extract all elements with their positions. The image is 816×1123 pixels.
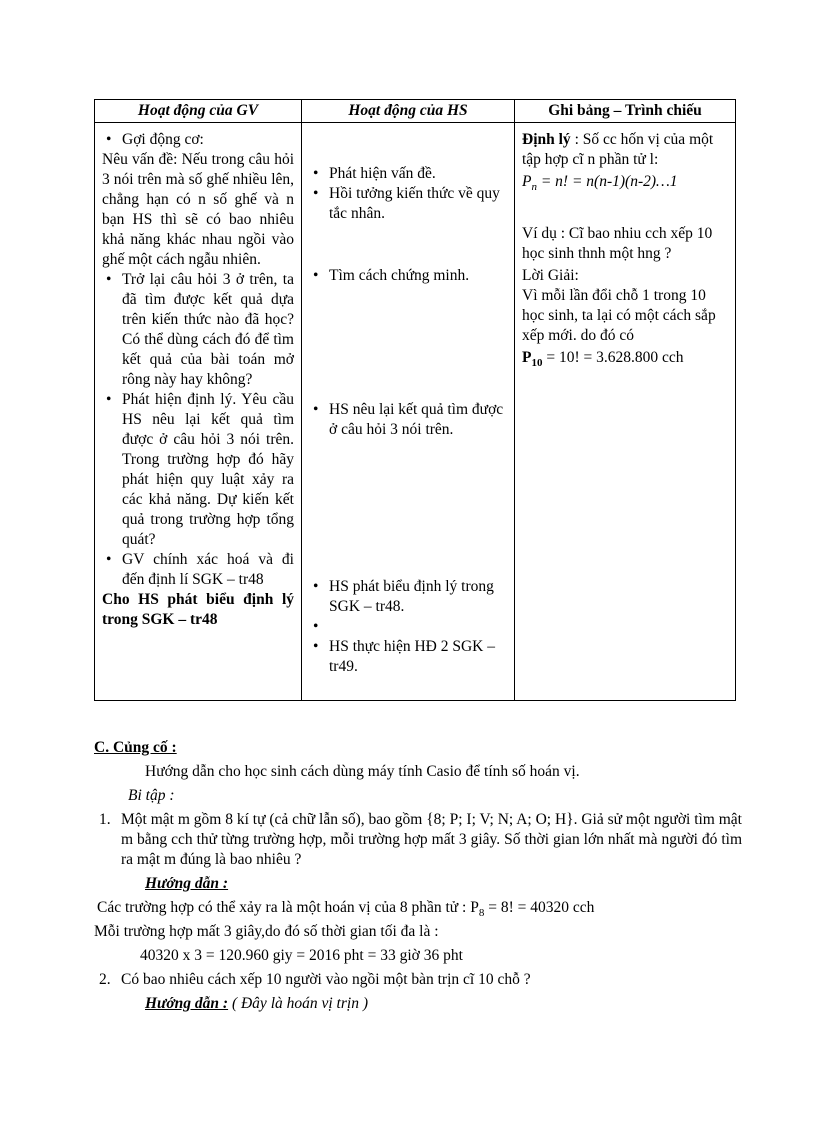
cung-co-section bbox=[94, 738, 742, 1014]
gv-item-goi-dong-co bbox=[102, 130, 294, 150]
gv-column-cell bbox=[95, 123, 302, 701]
gv-paragraph-cho-hs-phat-bieu: Cho HS phát biểu định lý trong SGK – tr48 bbox=[102, 591, 294, 628]
hs-item-hoi-tuong bbox=[309, 184, 507, 224]
exercise-2 bbox=[94, 970, 742, 990]
huong-dan-2-label: Hướng dẫn : bbox=[145, 995, 229, 1012]
bullet-icon: • bbox=[313, 578, 319, 595]
hd1-subscript: 8 bbox=[478, 907, 485, 920]
formula-body: = n! = n(n-1)(n-2)…1 bbox=[536, 173, 678, 190]
hs-item-phat-hien-van-de bbox=[309, 164, 507, 184]
exercise-2-number: 2. bbox=[99, 971, 111, 988]
hs-item-tim-cach-chung-minh-text: Tìm cách chứng minh. bbox=[329, 267, 470, 284]
result-symbol: P bbox=[522, 349, 532, 366]
hs-column-cell bbox=[302, 123, 515, 701]
board-dinh-ly bbox=[522, 130, 728, 170]
hs-item-neu-lai-ket-qua-text: HS nêu lại kết quả tìm được ở câu hỏi 3 nói trên. bbox=[329, 401, 504, 438]
hs-item-phat-bieu-dinh-ly bbox=[309, 577, 507, 617]
huong-dan-2-heading bbox=[94, 994, 742, 1014]
board-loi-giai: Lời Giải: bbox=[522, 267, 579, 284]
exercise-1-text: Một mật m gồm 8 kí tự (cả chữ lẫn số), bao gồm {8; P; I; V; N; A; O; H}. Giả sử một người tìm mật m bằng cch thử từng trường hợp, mỗi trường hợp mất 3 giây. Số thời gian lớn nhất mà người đó tìm ra mật m đúng là bao nhiêu ? bbox=[121, 811, 742, 868]
gv-item-goi-dong-co-text: Gợi động cơ: bbox=[122, 131, 204, 148]
gv-item-chinh-xac-hoa-text: GV chính xác hoá và đi đến định lí SGK – tr48 bbox=[122, 551, 294, 588]
lesson-activity-table bbox=[94, 99, 736, 701]
formula-subscript: n bbox=[531, 181, 537, 194]
table-body-row bbox=[95, 123, 736, 701]
board-column-cell bbox=[515, 123, 736, 701]
board-formula bbox=[522, 172, 728, 192]
huong-dan-2-text: ( Đây là hoán vị trịn ) bbox=[228, 995, 368, 1012]
header-hs: Hoạt động của HS bbox=[302, 100, 515, 123]
hd1-line1-text: Các trường hợp có thể xảy ra là một hoán vị của 8 phần tử : P bbox=[97, 899, 479, 916]
huong-dan-1-heading bbox=[94, 874, 742, 894]
gv-item-tro-lai-cau-hoi-text: Trở lại câu hỏi 3 ở trên, ta đã tìm được kết quả dựa trên kiến thức nào đã học? Có thể dùng cách đó để tìm kết quả của bài toán mở rông này hay không? bbox=[122, 271, 294, 388]
board-dinh-ly-text: : Số cc hốn vị của một tập hợp cĩ n phần tử l: bbox=[522, 131, 714, 168]
bullet-icon: • bbox=[313, 638, 319, 655]
gv-item-phat-hien-dinh-ly-text: Phát hiện định lý. Yêu cầu HS nêu lại kết quả tìm được ở câu hỏi 3 nói trên. Trong trường hợp đó hãy phát hiện quy luật xảy ra các khả năng. Dự kiến kết quả trong trường hợp tổng quát? bbox=[122, 391, 294, 548]
exercise-2-text: Có bao nhiêu cách xếp 10 người vào ngồi một bàn trịn cĩ 10 chỗ ? bbox=[121, 971, 531, 988]
hd1-line1-rest: = 8! = 40320 cch bbox=[484, 899, 595, 916]
gv-item-tro-lai-cau-hoi bbox=[102, 270, 294, 390]
bullet-icon: • bbox=[313, 267, 319, 284]
section-intro: Hướng dẫn cho học sinh cách dùng máy tính Casio để tính số hoán vị. bbox=[145, 763, 580, 780]
board-vi-du: Ví dụ : Cĩ bao nhiu cch xếp 10 học sinh thnh một hng ? bbox=[522, 225, 713, 262]
hs-item-tim-cach-chung-minh bbox=[309, 266, 507, 286]
bullet-icon: • bbox=[106, 131, 112, 148]
header-gv: Hoạt động của GV bbox=[95, 100, 302, 123]
gv-item-chinh-xac-hoa bbox=[102, 550, 294, 590]
bullet-icon: • bbox=[106, 391, 112, 408]
bullet-icon: • bbox=[313, 618, 319, 635]
bullet-icon: • bbox=[106, 271, 112, 288]
board-result bbox=[522, 348, 728, 368]
exercise-1 bbox=[94, 810, 742, 870]
table-header-row bbox=[95, 100, 736, 123]
huong-dan-1-line-3: 40320 x 3 = 120.960 giy = 2016 pht = 33 giờ 36 pht bbox=[140, 947, 463, 964]
bullet-icon: • bbox=[313, 401, 319, 418]
huong-dan-1-line-1 bbox=[94, 898, 742, 918]
hs-item-phat-hien-van-de-text: Phát hiện vấn đề. bbox=[329, 165, 436, 182]
hs-item-hoi-tuong-text: Hồi tưởng kiến thức về quy tắc nhân. bbox=[329, 185, 500, 222]
gv-paragraph-neu-van-de: Nêu vấn đề: Nếu trong câu hỏi 3 nói trên mà số ghế nhiều lên, chẳng hạn có n số ghế và n bạn HS thì sẽ có bao nhiêu khả năng khác nhau ngồi vào ghế một cách ngẫu nhiên. bbox=[102, 151, 294, 268]
header-board: Ghi bảng – Trình chiếu bbox=[515, 100, 736, 123]
board-dinh-ly-label: Định lý bbox=[522, 131, 571, 148]
bullet-icon: • bbox=[106, 551, 112, 568]
hs-item-thuc-hien-hd2 bbox=[309, 637, 507, 677]
hs-item-neu-lai-ket-qua bbox=[309, 400, 507, 440]
result-subscript: 10 bbox=[531, 357, 543, 370]
gv-item-phat-hien-dinh-ly bbox=[102, 390, 294, 550]
board-giai-text: Vì mỗi lần đổi chỗ 1 trong 10 học sinh, ta lại có một cách sắp xếp mới. do đó có bbox=[522, 287, 716, 344]
result-body: = 10! = 3.628.800 cch bbox=[542, 349, 684, 366]
bullet-icon: • bbox=[313, 185, 319, 202]
bi-tap-label: Bi tập : bbox=[128, 787, 175, 804]
hs-item-phat-bieu-dinh-ly-text: HS phát biểu định lý trong SGK – tr48. bbox=[329, 578, 494, 615]
huong-dan-1-label: Hướng dẫn : bbox=[145, 875, 229, 892]
huong-dan-1-line-2: Mỗi trường hợp mất 3 giây,do đó số thời gian tối đa là : bbox=[94, 923, 439, 940]
bullet-icon: • bbox=[313, 165, 319, 182]
formula-symbol: P bbox=[522, 173, 532, 190]
hs-item-thuc-hien-hd2-text: HS thực hiện HĐ 2 SGK – tr49. bbox=[329, 638, 495, 675]
exercise-1-number: 1. bbox=[99, 811, 111, 828]
hs-item-empty bbox=[309, 617, 507, 637]
section-title: C. Củng cố : bbox=[94, 739, 177, 756]
hs-item-empty-text bbox=[329, 617, 507, 637]
